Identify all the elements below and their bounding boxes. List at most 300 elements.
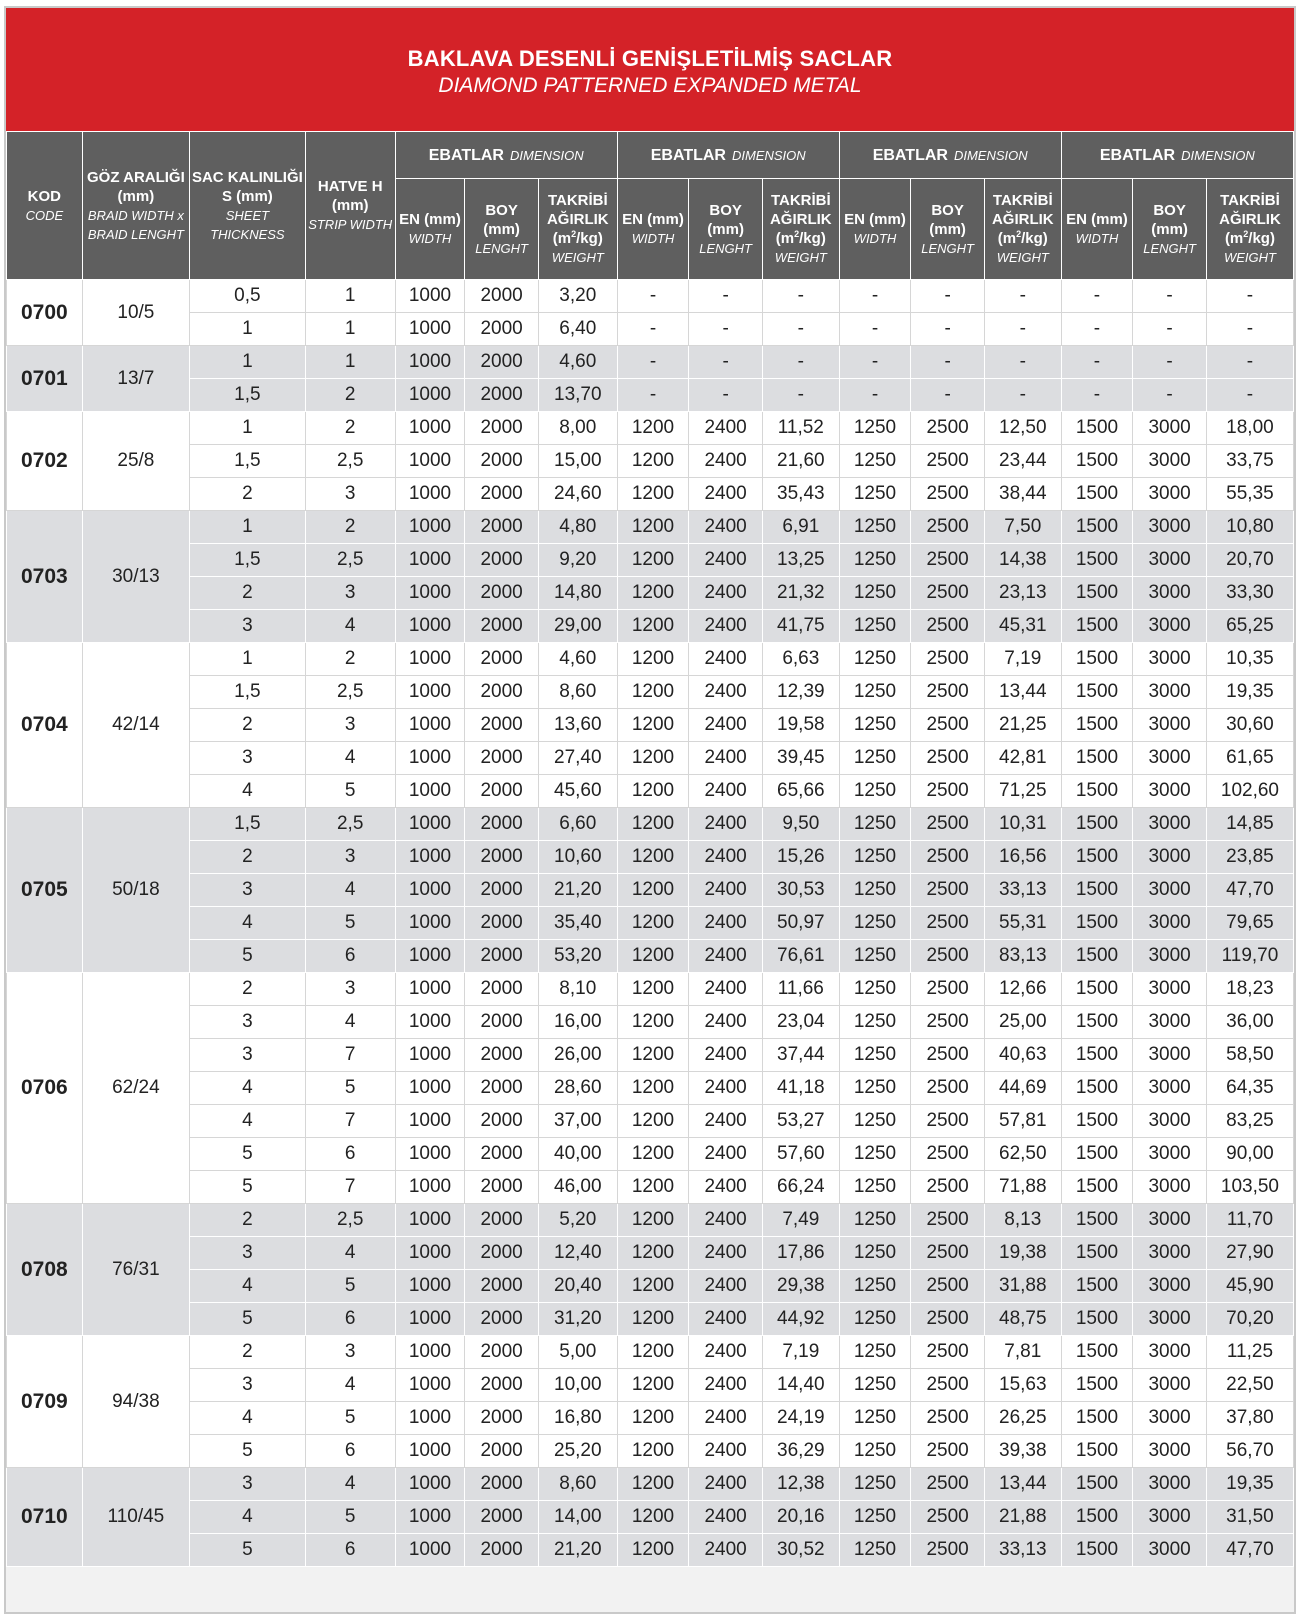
- table-cell: 2000: [465, 610, 539, 643]
- table-cell: 5: [190, 1435, 306, 1468]
- header-takribi-agirlik-2: TAKRİBİ AĞIRLIK $(m^2/kg)$ WEIGHT: [762, 179, 839, 280]
- braid-size: 25/8: [82, 412, 189, 511]
- braid-size: 30/13: [82, 511, 189, 643]
- table-cell: 1000: [395, 940, 465, 973]
- table-cell: 6: [305, 1138, 395, 1171]
- table-cell: 6: [305, 940, 395, 973]
- table-cell: 4: [190, 907, 306, 940]
- product-code: 0701: [7, 346, 83, 412]
- table-cell: 7,49: [762, 1204, 839, 1237]
- table-cell: 1500: [1061, 1237, 1133, 1270]
- product-code: 0705: [7, 808, 83, 973]
- table-cell: 36,29: [762, 1435, 839, 1468]
- table-cell: 22,50: [1206, 1369, 1293, 1402]
- table-row: [7, 874, 1294, 907]
- header-sac-kalinligi: SAC KALINLIĞI S (mm) SHEET THICKNESS: [190, 132, 306, 280]
- table-cell: 2500: [911, 1435, 985, 1468]
- table-cell: 83,13: [984, 940, 1061, 973]
- table-cell: 1000: [395, 676, 465, 709]
- product-code: 0702: [7, 412, 83, 511]
- table-row: [7, 1237, 1294, 1270]
- table-cell: 2500: [911, 1336, 985, 1369]
- table-cell: 13,25: [762, 544, 839, 577]
- table-cell: 2,5: [305, 1204, 395, 1237]
- table-cell: 79,65: [1206, 907, 1293, 940]
- table-cell: 3000: [1133, 1204, 1207, 1237]
- table-cell: 2000: [465, 544, 539, 577]
- table-cell: -: [984, 313, 1061, 346]
- table-cell: 24,60: [538, 478, 617, 511]
- table-cell: 19,35: [1206, 676, 1293, 709]
- table-cell: 1000: [395, 280, 465, 313]
- table-cell: 1: [305, 346, 395, 379]
- table-cell: 3000: [1133, 1369, 1207, 1402]
- table-cell: 3000: [1133, 808, 1207, 841]
- table-cell: 14,80: [538, 577, 617, 610]
- table-cell: 2000: [465, 643, 539, 676]
- table-cell: 10,00: [538, 1369, 617, 1402]
- table-cell: 2400: [689, 1171, 763, 1204]
- table-cell: 2000: [465, 1369, 539, 1402]
- table-cell: 3000: [1133, 1171, 1207, 1204]
- table-cell: 2000: [465, 940, 539, 973]
- table-cell: 1250: [839, 1006, 911, 1039]
- table-cell: 1000: [395, 1237, 465, 1270]
- table-cell: 23,44: [984, 445, 1061, 478]
- header-boy-2: BOY (mm) LENGHT: [689, 179, 763, 280]
- table-cell: 1500: [1061, 1468, 1133, 1501]
- table-row: [7, 1468, 1294, 1501]
- table-cell: 2: [305, 511, 395, 544]
- table-cell: 3000: [1133, 544, 1207, 577]
- table-cell: 18,23: [1206, 973, 1293, 1006]
- table-cell: 2500: [911, 478, 985, 511]
- table-cell: 7: [305, 1171, 395, 1204]
- table-cell: 1500: [1061, 1039, 1133, 1072]
- table-cell: 7,19: [762, 1336, 839, 1369]
- table-cell: 1500: [1061, 874, 1133, 907]
- table-cell: 3: [190, 1468, 306, 1501]
- table-cell: 47,70: [1206, 1534, 1293, 1567]
- header-en-1: EN (mm) WIDTH: [395, 179, 465, 280]
- table-cell: 1200: [617, 1435, 689, 1468]
- table-row: [7, 808, 1294, 841]
- table-cell: 4: [305, 874, 395, 907]
- table-cell: 1000: [395, 808, 465, 841]
- table-row: [7, 841, 1294, 874]
- table-cell: 45,90: [1206, 1270, 1293, 1303]
- table-cell: 3000: [1133, 643, 1207, 676]
- table-cell: 2: [190, 478, 306, 511]
- table-cell: 10,35: [1206, 643, 1293, 676]
- table-cell: 2400: [689, 775, 763, 808]
- table-cell: -: [839, 280, 911, 313]
- table-cell: 1500: [1061, 412, 1133, 445]
- table-cell: 5: [305, 1072, 395, 1105]
- table-cell: -: [1133, 280, 1207, 313]
- table-cell: 2400: [689, 1402, 763, 1435]
- table-row: [7, 1171, 1294, 1204]
- table-cell: 1250: [839, 1468, 911, 1501]
- table-row: [7, 313, 1294, 346]
- table-cell: 2400: [689, 742, 763, 775]
- table-cell: 1000: [395, 1138, 465, 1171]
- product-code: 0706: [7, 973, 83, 1204]
- table-cell: 1,5: [190, 544, 306, 577]
- table-cell: 1250: [839, 643, 911, 676]
- table-cell: 1500: [1061, 973, 1133, 1006]
- table-cell: -: [911, 313, 985, 346]
- braid-size: 42/14: [82, 643, 189, 808]
- table-cell: 3: [190, 1237, 306, 1270]
- table-cell: 40,00: [538, 1138, 617, 1171]
- table-row: [7, 478, 1294, 511]
- table-row: [7, 643, 1294, 676]
- table-cell: 2500: [911, 907, 985, 940]
- table-cell: 3000: [1133, 478, 1207, 511]
- table-cell: 7,19: [984, 643, 1061, 676]
- table-cell: 2400: [689, 412, 763, 445]
- table-cell: 2,5: [305, 808, 395, 841]
- table-cell: 2500: [911, 511, 985, 544]
- table-row: [7, 379, 1294, 412]
- table-cell: -: [1206, 379, 1293, 412]
- table-cell: -: [839, 379, 911, 412]
- table-cell: 1200: [617, 841, 689, 874]
- table-row: [7, 709, 1294, 742]
- table-cell: 2400: [689, 1303, 763, 1336]
- table-cell: 56,70: [1206, 1435, 1293, 1468]
- table-cell: 3000: [1133, 1336, 1207, 1369]
- table-cell: 36,00: [1206, 1006, 1293, 1039]
- table-cell: 4: [190, 1270, 306, 1303]
- table-cell: 1200: [617, 1204, 689, 1237]
- header-en-2: EN (mm) WIDTH: [617, 179, 689, 280]
- table-cell: -: [689, 346, 763, 379]
- table-cell: -: [689, 280, 763, 313]
- table-cell: 1000: [395, 1336, 465, 1369]
- table-cell: 1500: [1061, 775, 1133, 808]
- table-row: [7, 346, 1294, 379]
- table-cell: -: [1133, 379, 1207, 412]
- table-cell: 1500: [1061, 841, 1133, 874]
- table-cell: 1200: [617, 1534, 689, 1567]
- table-cell: -: [1061, 313, 1133, 346]
- table-row: [7, 511, 1294, 544]
- table-cell: 2400: [689, 1237, 763, 1270]
- header-boy-1: BOY (mm) LENGHT: [465, 179, 539, 280]
- table-cell: 1000: [395, 544, 465, 577]
- table-cell: 2400: [689, 610, 763, 643]
- table-row: [7, 280, 1294, 313]
- table-cell: 2000: [465, 478, 539, 511]
- table-cell: 29,00: [538, 610, 617, 643]
- table-cell: 10,60: [538, 841, 617, 874]
- table-cell: 1000: [395, 412, 465, 445]
- table-cell: 46,00: [538, 1171, 617, 1204]
- table-cell: 3000: [1133, 742, 1207, 775]
- table-cell: 11,52: [762, 412, 839, 445]
- header-en-4: EN (mm) WIDTH: [1061, 179, 1133, 280]
- table-cell: 1: [190, 313, 306, 346]
- table-cell: 2500: [911, 1072, 985, 1105]
- table-cell: 8,13: [984, 1204, 1061, 1237]
- table-row: [7, 775, 1294, 808]
- table-cell: 1250: [839, 1435, 911, 1468]
- table-cell: 1200: [617, 643, 689, 676]
- table-cell: 1500: [1061, 610, 1133, 643]
- table-cell: 3000: [1133, 874, 1207, 907]
- table-cell: 2500: [911, 676, 985, 709]
- table-cell: 1500: [1061, 1435, 1133, 1468]
- table-cell: 27,40: [538, 742, 617, 775]
- table-cell: 4: [305, 1369, 395, 1402]
- table-row: [7, 1303, 1294, 1336]
- table-cell: 3: [190, 874, 306, 907]
- header-boy-4: BOY (mm) LENGHT: [1133, 179, 1207, 280]
- table-row: [7, 577, 1294, 610]
- table-cell: -: [762, 280, 839, 313]
- table-cell: 1250: [839, 1237, 911, 1270]
- table-cell: 1500: [1061, 676, 1133, 709]
- table-cell: 3: [190, 610, 306, 643]
- table-cell: -: [839, 346, 911, 379]
- table-cell: 2400: [689, 1468, 763, 1501]
- table-cell: 1000: [395, 643, 465, 676]
- table-cell: 11,70: [1206, 1204, 1293, 1237]
- table-cell: -: [984, 379, 1061, 412]
- table-cell: 50,97: [762, 907, 839, 940]
- table-cell: 2400: [689, 1204, 763, 1237]
- product-table: [6, 131, 1294, 1567]
- header-ebatlar-3: EBATLAR DIMENSION: [839, 132, 1061, 179]
- table-cell: 6,91: [762, 511, 839, 544]
- table-cell: 1200: [617, 1336, 689, 1369]
- table-cell: 1000: [395, 709, 465, 742]
- table-cell: 1250: [839, 1171, 911, 1204]
- table-cell: 83,25: [1206, 1105, 1293, 1138]
- table-cell: 1000: [395, 577, 465, 610]
- table-cell: 5: [190, 1171, 306, 1204]
- table-cell: 3000: [1133, 973, 1207, 1006]
- table-cell: 2000: [465, 1105, 539, 1138]
- table-cell: 1200: [617, 1006, 689, 1039]
- table-cell: 1200: [617, 1468, 689, 1501]
- table-cell: 1200: [617, 973, 689, 1006]
- table-cell: 2: [190, 1336, 306, 1369]
- table-cell: 53,27: [762, 1105, 839, 1138]
- table-cell: 1200: [617, 478, 689, 511]
- table-cell: 1500: [1061, 577, 1133, 610]
- table-cell: 2000: [465, 1468, 539, 1501]
- table-cell: 1000: [395, 1006, 465, 1039]
- table-cell: 2500: [911, 544, 985, 577]
- table-cell: 1200: [617, 1501, 689, 1534]
- table-cell: 1250: [839, 907, 911, 940]
- table-cell: 5: [190, 1303, 306, 1336]
- table-cell: 39,38: [984, 1435, 1061, 1468]
- table-cell: 10,31: [984, 808, 1061, 841]
- table-cell: 3000: [1133, 445, 1207, 478]
- header-ebatlar-4: EBATLAR DIMENSION: [1061, 132, 1293, 179]
- table-cell: 2500: [911, 643, 985, 676]
- table-cell: 1000: [395, 1369, 465, 1402]
- table-cell: 2000: [465, 1006, 539, 1039]
- table-cell: 2500: [911, 808, 985, 841]
- table-cell: 7: [305, 1105, 395, 1138]
- table-cell: -: [762, 346, 839, 379]
- table-cell: 1000: [395, 445, 465, 478]
- table-cell: 2500: [911, 709, 985, 742]
- table-row: [7, 907, 1294, 940]
- table-cell: 1250: [839, 1501, 911, 1534]
- table-cell: 1000: [395, 907, 465, 940]
- table-cell: 2000: [465, 313, 539, 346]
- table-cell: 33,13: [984, 1534, 1061, 1567]
- table-cell: 90,00: [1206, 1138, 1293, 1171]
- header-takribi-agirlik-3: TAKRİBİ AĞIRLIK $(m^2/kg)$ WEIGHT: [984, 179, 1061, 280]
- table-cell: 65,66: [762, 775, 839, 808]
- table-row: [7, 1402, 1294, 1435]
- table-cell: 1000: [395, 742, 465, 775]
- table-cell: 3000: [1133, 940, 1207, 973]
- table-cell: 2400: [689, 511, 763, 544]
- table-cell: 1000: [395, 874, 465, 907]
- table-cell: 1200: [617, 1072, 689, 1105]
- table-row: [7, 940, 1294, 973]
- table-cell: 1200: [617, 1402, 689, 1435]
- table-cell: 2000: [465, 1204, 539, 1237]
- table-cell: 1500: [1061, 1270, 1133, 1303]
- table-cell: 1500: [1061, 1369, 1133, 1402]
- table-cell: 1250: [839, 1402, 911, 1435]
- table-cell: 62,50: [984, 1138, 1061, 1171]
- product-code: 0703: [7, 511, 83, 643]
- table-cell: 40,63: [984, 1039, 1061, 1072]
- table-cell: 3000: [1133, 1105, 1207, 1138]
- table-cell: 5: [305, 1402, 395, 1435]
- table-cell: 1,5: [190, 379, 306, 412]
- table-cell: 16,80: [538, 1402, 617, 1435]
- table-cell: 1500: [1061, 478, 1133, 511]
- table-cell: 27,90: [1206, 1237, 1293, 1270]
- table-cell: 7: [305, 1039, 395, 1072]
- table-cell: 2500: [911, 742, 985, 775]
- table-cell: 1500: [1061, 1105, 1133, 1138]
- product-code: 0700: [7, 280, 83, 346]
- table-cell: 45,60: [538, 775, 617, 808]
- table-cell: 9,20: [538, 544, 617, 577]
- header-ebatlar-1: EBATLAR DIMENSION: [395, 132, 617, 179]
- table-cell: 1200: [617, 808, 689, 841]
- table-cell: 39,45: [762, 742, 839, 775]
- table-cell: 2000: [465, 1534, 539, 1567]
- table-cell: 1200: [617, 775, 689, 808]
- table-cell: 4: [190, 1402, 306, 1435]
- table-cell: 18,00: [1206, 412, 1293, 445]
- table-cell: 3000: [1133, 1270, 1207, 1303]
- table-cell: 1200: [617, 940, 689, 973]
- table-cell: 1,5: [190, 676, 306, 709]
- table-cell: 5: [305, 1270, 395, 1303]
- table-cell: 48,75: [984, 1303, 1061, 1336]
- table-cell: 1250: [839, 709, 911, 742]
- table-cell: 2400: [689, 1369, 763, 1402]
- table-cell: 2400: [689, 577, 763, 610]
- table-cell: 26,25: [984, 1402, 1061, 1435]
- table-cell: 102,60: [1206, 775, 1293, 808]
- table-cell: 8,60: [538, 1468, 617, 1501]
- table-row: [7, 1369, 1294, 1402]
- table-cell: -: [1206, 346, 1293, 379]
- table-cell: 12,39: [762, 676, 839, 709]
- table-cell: 0,5: [190, 280, 306, 313]
- table-cell: 30,52: [762, 1534, 839, 1567]
- table-cell: 1000: [395, 1468, 465, 1501]
- table-cell: 24,19: [762, 1402, 839, 1435]
- table-cell: 25,00: [984, 1006, 1061, 1039]
- table-cell: -: [911, 280, 985, 313]
- header-ebatlar-2: EBATLAR DIMENSION: [617, 132, 839, 179]
- table-cell: 41,18: [762, 1072, 839, 1105]
- header-hatve: HATVE H (mm) STRIP WIDTH: [305, 132, 395, 280]
- table-cell: 1200: [617, 1237, 689, 1270]
- table-cell: 2: [305, 412, 395, 445]
- table-cell: 2: [190, 841, 306, 874]
- table-cell: 21,25: [984, 709, 1061, 742]
- table-cell: 2400: [689, 1501, 763, 1534]
- table-cell: 1000: [395, 1270, 465, 1303]
- table-cell: 2400: [689, 643, 763, 676]
- table-cell: 1000: [395, 1501, 465, 1534]
- table-cell: 1500: [1061, 1171, 1133, 1204]
- table-cell: 47,70: [1206, 874, 1293, 907]
- table-cell: 21,60: [762, 445, 839, 478]
- table-cell: 1250: [839, 1204, 911, 1237]
- table-cell: 2000: [465, 1270, 539, 1303]
- table-cell: 17,86: [762, 1237, 839, 1270]
- table-cell: 11,25: [1206, 1336, 1293, 1369]
- table-cell: 71,88: [984, 1171, 1061, 1204]
- table-cell: 2400: [689, 1006, 763, 1039]
- table-cell: 3: [190, 1369, 306, 1402]
- table-cell: 2000: [465, 775, 539, 808]
- table-cell: 14,40: [762, 1369, 839, 1402]
- table-cell: 65,25: [1206, 610, 1293, 643]
- table-cell: 4: [190, 1105, 306, 1138]
- table-row: [7, 1006, 1294, 1039]
- table-cell: 1500: [1061, 1402, 1133, 1435]
- table-cell: 3: [190, 1006, 306, 1039]
- table-cell: -: [1061, 280, 1133, 313]
- table-cell: 4,60: [538, 643, 617, 676]
- table-cell: 2000: [465, 841, 539, 874]
- table-cell: 1250: [839, 610, 911, 643]
- table-cell: 2000: [465, 511, 539, 544]
- table-cell: 5: [305, 775, 395, 808]
- table-cell: 1250: [839, 1072, 911, 1105]
- page-subtitle: DIAMOND PATTERNED EXPANDED METAL: [438, 74, 862, 97]
- table-cell: 2400: [689, 1534, 763, 1567]
- table-cell: 2000: [465, 280, 539, 313]
- table-cell: 4: [190, 1072, 306, 1105]
- table-cell: 2: [305, 379, 395, 412]
- table-cell: 2000: [465, 346, 539, 379]
- table-cell: 1250: [839, 544, 911, 577]
- table-cell: -: [984, 280, 1061, 313]
- table-cell: 1250: [839, 478, 911, 511]
- table-cell: 6,63: [762, 643, 839, 676]
